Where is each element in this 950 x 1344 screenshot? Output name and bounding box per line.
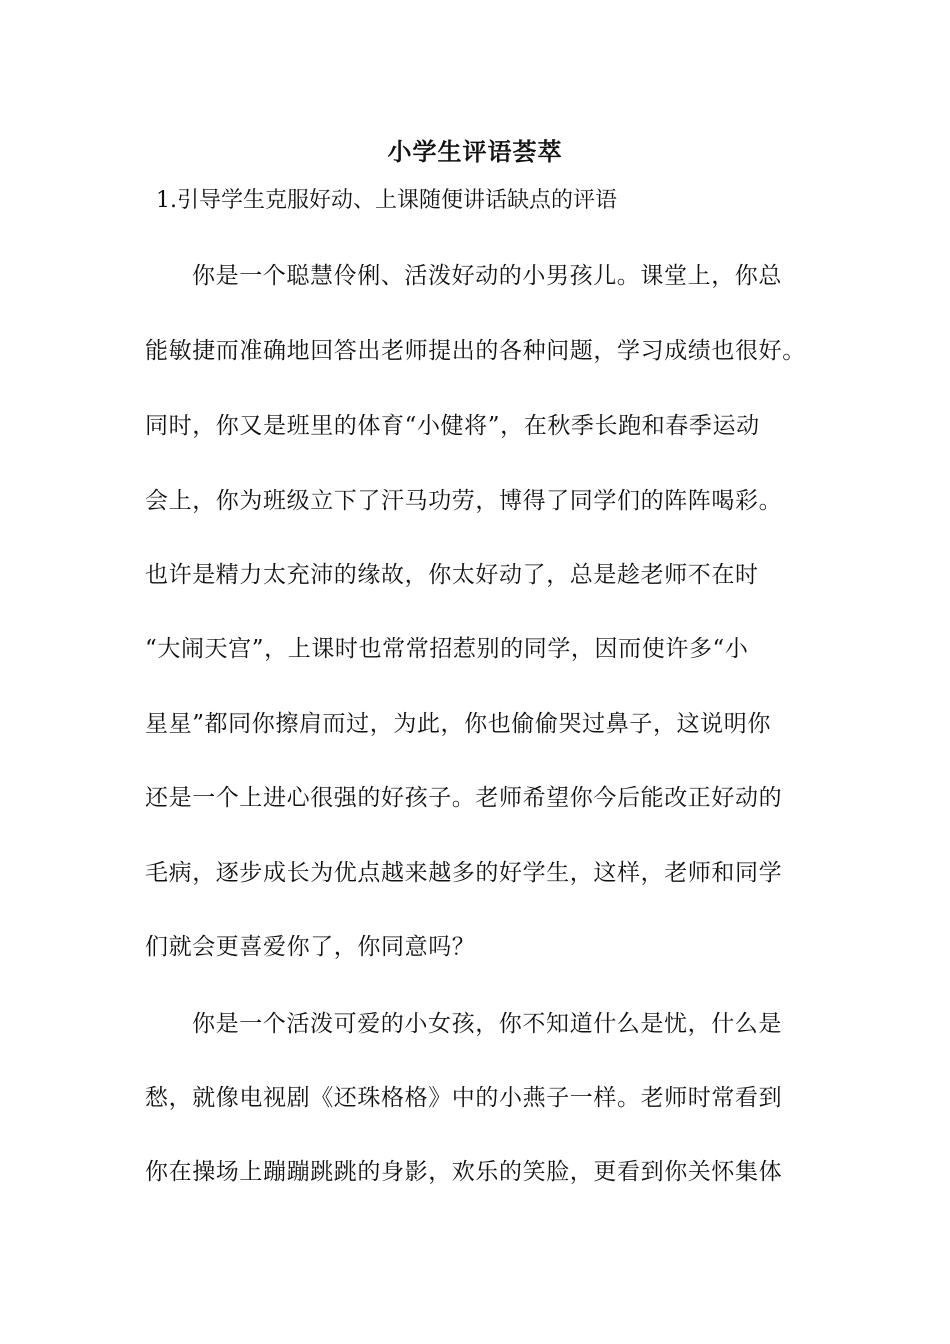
paragraph-2-line-3: 你在操场上蹦蹦跳跳的身影，欢乐的笑脸，更看到你关怀集体 — [145, 1159, 783, 1185]
paragraph-1-line-2: 能敏捷而准确地回答出老师提出的各种问题，学习成绩也很好。 — [145, 338, 806, 364]
paragraph-1-line-7: 星星”都同你擦肩而过，为此，你也偷偷哭过鼻子，这说明你 — [145, 711, 771, 737]
paragraph-1-line-1: 你是一个聪慧伶俐、活泼好动的小男孩儿。课堂上，你总 — [192, 263, 782, 289]
section-heading: 1.引导学生克服好动、上课随便讲话缺点的评语 — [156, 188, 617, 213]
paragraph-1-line-10: 们就会更喜爱你了，你同意吗？ — [145, 934, 476, 960]
document-title: 小学生评语荟萃 — [387, 137, 563, 166]
paragraph-1-line-4: 会上，你为班级立下了汗马功劳，博得了同学们的阵阵喝彩。 — [145, 488, 783, 514]
paragraph-1-line-5: 也许是精力太充沛的缘故，你太好动了，总是趁老师不在时 — [145, 562, 759, 588]
paragraph-1-line-3: 同时，你又是班里的体育“小健将”，在秋季长跑和春季运动 — [145, 413, 760, 439]
paragraph-2-line-2: 愁，就像电视剧《还珠格格》中的小燕子一样。老师时常看到 — [145, 1085, 783, 1111]
paragraph-2-line-1: 你是一个活泼可爱的小女孩，你不知道什么是忧，什么是 — [192, 1011, 782, 1037]
paragraph-1-line-6: “大闹天宫”，上课时也常常招惹别的同学，因而使许多“小 — [145, 636, 749, 662]
paragraph-1-line-8: 还是一个上进心很强的好孩子。老师希望你今后能改正好动的 — [145, 785, 783, 811]
paragraph-1-line-9: 毛病，逐步成长为优点越来越多的好学生，这样，老师和同学 — [145, 860, 783, 886]
